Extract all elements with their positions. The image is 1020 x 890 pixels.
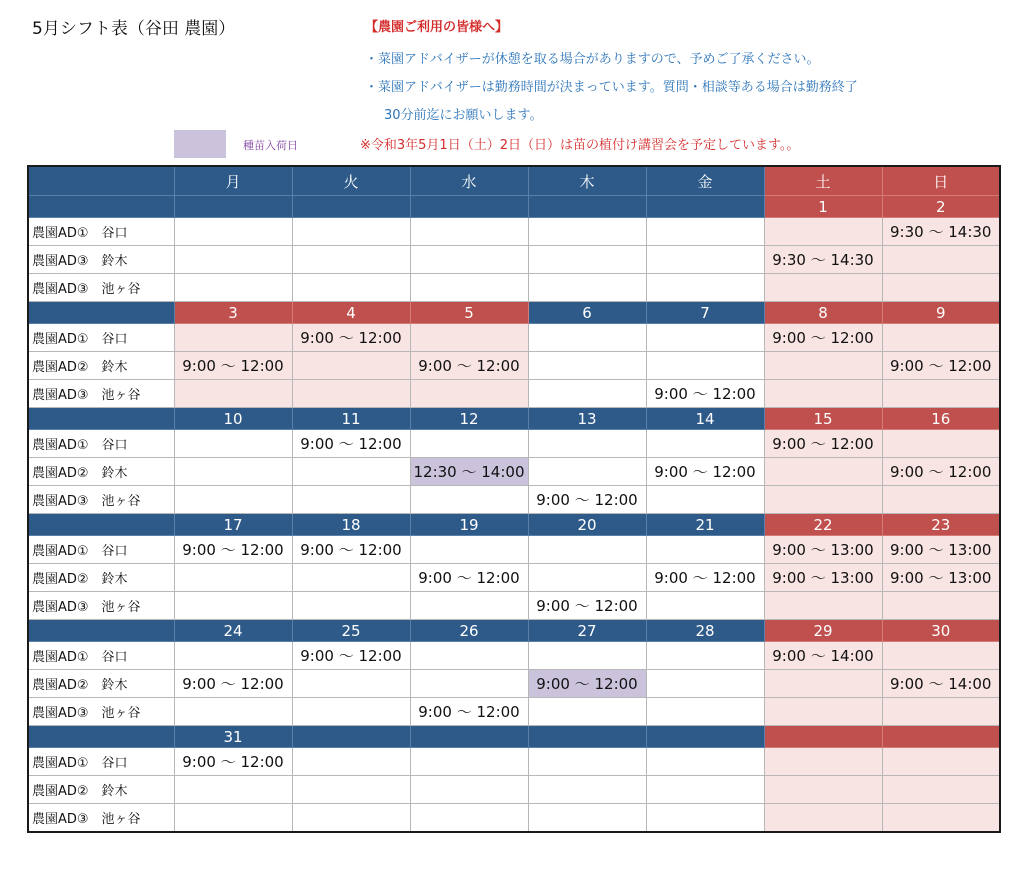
shift-cell — [292, 748, 410, 776]
shift-cell — [292, 380, 410, 408]
shift-cell — [410, 218, 528, 246]
date-row-label — [28, 302, 174, 324]
shift-cell — [292, 274, 410, 302]
shift-cell — [174, 698, 292, 726]
shift-cell — [764, 592, 882, 620]
shift-cell: 9:00 ～ 12:00 — [646, 380, 764, 408]
staff-row — [28, 642, 1000, 670]
shift-cell: 9:00 ～ 12:00 — [292, 642, 410, 670]
date-row-label — [28, 620, 174, 642]
date-row-label — [28, 196, 174, 218]
shift-cell: 9:00 ～ 12:00 — [764, 324, 882, 352]
weekday-header: 日 — [882, 166, 1000, 196]
shift-cell — [410, 324, 528, 352]
shift-cell — [764, 352, 882, 380]
legend-swatch — [174, 130, 226, 158]
staff-row — [28, 380, 1000, 408]
shift-cell — [646, 324, 764, 352]
shift-table — [27, 165, 1001, 833]
page-title: 5月シフト表（谷田 農園） — [32, 19, 236, 39]
staff-name: 農園AD③ 鈴木 — [28, 246, 174, 274]
staff-row — [28, 274, 1000, 302]
weekday-header: 木 — [528, 166, 646, 196]
date-row — [28, 726, 1000, 748]
shift-cell — [882, 642, 1000, 670]
shift-cell: 9:00 ～ 12:00 — [882, 352, 1000, 380]
staff-row — [28, 592, 1000, 620]
date-cell — [410, 196, 528, 218]
date-cell — [528, 196, 646, 218]
shift-cell — [882, 430, 1000, 458]
date-cell — [174, 196, 292, 218]
date-cell: 25 — [292, 620, 410, 642]
shift-cell: 9:00 ～ 14:00 — [882, 670, 1000, 698]
shift-cell: 9:00 ～ 12:00 — [410, 352, 528, 380]
shift-cell: 9:00 ～ 12:00 — [410, 564, 528, 592]
date-cell — [882, 726, 1000, 748]
shift-cell — [528, 352, 646, 380]
staff-row — [28, 218, 1000, 246]
shift-cell — [882, 698, 1000, 726]
shift-cell: 9:00 ～ 12:00 — [292, 536, 410, 564]
legend-label: 種苗入荷日 — [243, 139, 298, 152]
shift-cell: 9:00 ～ 12:00 — [410, 698, 528, 726]
weekday-header: 火 — [292, 166, 410, 196]
shift-cell — [764, 670, 882, 698]
shift-cell — [646, 670, 764, 698]
shift-cell — [764, 380, 882, 408]
date-cell — [410, 726, 528, 748]
shift-cell — [528, 698, 646, 726]
shift-cell — [882, 592, 1000, 620]
shift-cell — [528, 246, 646, 274]
shift-cell — [528, 564, 646, 592]
staff-name: 農園AD③ 池ヶ谷 — [28, 486, 174, 514]
event-notice: ※令和3年5月1日（土）2日（日）は苗の植付け講習会を予定しています。。 — [360, 138, 800, 153]
shift-cell — [292, 698, 410, 726]
date-cell: 15 — [764, 408, 882, 430]
shift-cell — [410, 486, 528, 514]
shift-cell — [292, 564, 410, 592]
shift-cell — [174, 274, 292, 302]
shift-cell — [882, 324, 1000, 352]
date-cell: 14 — [646, 408, 764, 430]
shift-cell: 9:00 ～ 12:00 — [174, 352, 292, 380]
shift-cell — [292, 458, 410, 486]
shift-cell — [528, 458, 646, 486]
shift-cell — [174, 324, 292, 352]
shift-cell — [292, 670, 410, 698]
shift-cell — [528, 748, 646, 776]
shift-cell — [410, 380, 528, 408]
staff-name: 農園AD① 谷口 — [28, 324, 174, 352]
shift-cell: 9:00 ～ 12:00 — [174, 748, 292, 776]
shift-cell: 9:00 ～ 12:00 — [174, 536, 292, 564]
shift-cell — [528, 536, 646, 564]
staff-name: 農園AD① 谷口 — [28, 642, 174, 670]
staff-name: 農園AD① 谷口 — [28, 536, 174, 564]
staff-row — [28, 698, 1000, 726]
date-cell: 31 — [174, 726, 292, 748]
shift-cell — [410, 592, 528, 620]
shift-cell: 12:30 ～ 14:00 — [410, 458, 528, 486]
date-cell: 17 — [174, 514, 292, 536]
date-cell: 3 — [174, 302, 292, 324]
staff-name: 農園AD③ 池ヶ谷 — [28, 804, 174, 833]
shift-cell — [646, 352, 764, 380]
weekday-header: 水 — [410, 166, 528, 196]
date-cell: 8 — [764, 302, 882, 324]
shift-cell — [764, 776, 882, 804]
shift-cell — [174, 776, 292, 804]
date-cell: 22 — [764, 514, 882, 536]
header-corner — [28, 166, 174, 196]
date-cell: 30 — [882, 620, 1000, 642]
shift-cell — [764, 804, 882, 833]
shift-cell: 9:00 ～ 13:00 — [882, 564, 1000, 592]
staff-row — [28, 564, 1000, 592]
date-cell: 29 — [764, 620, 882, 642]
shift-cell: 9:00 ～ 12:00 — [174, 670, 292, 698]
staff-row — [28, 804, 1000, 833]
weekday-header: 金 — [646, 166, 764, 196]
shift-cell — [292, 486, 410, 514]
date-cell: 4 — [292, 302, 410, 324]
shift-cell — [410, 536, 528, 564]
date-cell — [292, 196, 410, 218]
staff-name: 農園AD② 鈴木 — [28, 458, 174, 486]
shift-cell — [292, 776, 410, 804]
shift-cell: 9:00 ～ 12:00 — [646, 564, 764, 592]
shift-cell — [410, 246, 528, 274]
weekday-header: 月 — [174, 166, 292, 196]
shift-cell: 9:00 ～ 12:00 — [764, 430, 882, 458]
shift-cell: 9:00 ～ 12:00 — [882, 458, 1000, 486]
date-row — [28, 408, 1000, 430]
staff-name: 農園AD② 鈴木 — [28, 352, 174, 380]
shift-cell: 9:00 ～ 12:00 — [646, 458, 764, 486]
shift-cell — [528, 324, 646, 352]
date-cell — [292, 726, 410, 748]
staff-row — [28, 748, 1000, 776]
shift-cell — [646, 536, 764, 564]
shift-cell — [410, 776, 528, 804]
shift-cell — [646, 698, 764, 726]
date-cell — [646, 196, 764, 218]
staff-row — [28, 246, 1000, 274]
shift-cell — [410, 748, 528, 776]
shift-cell — [292, 804, 410, 833]
shift-cell: 9:30 ～ 14:30 — [764, 246, 882, 274]
shift-cell — [646, 776, 764, 804]
date-row — [28, 302, 1000, 324]
staff-row — [28, 670, 1000, 698]
shift-cell — [882, 804, 1000, 833]
shift-cell — [174, 592, 292, 620]
shift-cell — [410, 274, 528, 302]
notice-heading: 【農園ご利用の皆様へ】 — [365, 20, 509, 35]
shift-cell — [646, 246, 764, 274]
date-cell: 10 — [174, 408, 292, 430]
shift-cell — [410, 642, 528, 670]
staff-name: 農園AD① 谷口 — [28, 748, 174, 776]
staff-name: 農園AD① 谷口 — [28, 218, 174, 246]
shift-cell — [646, 218, 764, 246]
staff-row — [28, 536, 1000, 564]
date-cell: 18 — [292, 514, 410, 536]
shift-cell — [292, 352, 410, 380]
shift-cell — [764, 274, 882, 302]
notice-line-1: ・菜園アドバイザーが休憩を取る場合がありますので、予めご了承ください。 — [365, 52, 820, 67]
shift-cell: 9:00 ～ 14:00 — [764, 642, 882, 670]
shift-cell: 9:00 ～ 12:00 — [292, 430, 410, 458]
notice-line-3: 30分前迄にお願いします。 — [384, 108, 543, 123]
date-row — [28, 514, 1000, 536]
staff-name: 農園AD② 鈴木 — [28, 564, 174, 592]
notice-line-2: ・菜園アドバイザーは勤務時間が決まっています。質問・相談等ある場合は勤務終了 — [365, 80, 858, 95]
shift-cell: 9:00 ～ 13:00 — [882, 536, 1000, 564]
date-cell: 7 — [646, 302, 764, 324]
date-cell: 26 — [410, 620, 528, 642]
shift-cell — [410, 804, 528, 833]
date-cell: 9 — [882, 302, 1000, 324]
date-cell: 20 — [528, 514, 646, 536]
shift-cell — [292, 218, 410, 246]
date-cell: 5 — [410, 302, 528, 324]
shift-cell — [764, 458, 882, 486]
shift-cell — [528, 642, 646, 670]
shift-cell: 9:00 ～ 12:00 — [528, 670, 646, 698]
shift-cell — [646, 430, 764, 458]
shift-cell — [174, 380, 292, 408]
shift-cell — [174, 218, 292, 246]
shift-cell — [882, 486, 1000, 514]
date-cell: 11 — [292, 408, 410, 430]
date-cell: 23 — [882, 514, 1000, 536]
date-row — [28, 196, 1000, 218]
date-row-label — [28, 408, 174, 430]
date-cell: 13 — [528, 408, 646, 430]
shift-cell: 9:00 ～ 12:00 — [528, 486, 646, 514]
shift-cell — [410, 430, 528, 458]
shift-cell — [764, 218, 882, 246]
shift-cell — [646, 592, 764, 620]
shift-cell — [882, 776, 1000, 804]
shift-cell — [646, 748, 764, 776]
shift-cell: 9:00 ～ 12:00 — [292, 324, 410, 352]
staff-name: 農園AD③ 池ヶ谷 — [28, 592, 174, 620]
staff-name: 農園AD① 谷口 — [28, 430, 174, 458]
shift-cell: 9:00 ～ 12:00 — [528, 592, 646, 620]
shift-cell — [174, 804, 292, 833]
shift-cell — [528, 218, 646, 246]
date-row — [28, 620, 1000, 642]
shift-cell — [528, 430, 646, 458]
shift-cell — [292, 592, 410, 620]
shift-cell: 9:00 ～ 13:00 — [764, 536, 882, 564]
staff-row — [28, 324, 1000, 352]
weekday-header: 土 — [764, 166, 882, 196]
staff-name: 農園AD③ 池ヶ谷 — [28, 698, 174, 726]
date-cell — [764, 726, 882, 748]
shift-cell — [528, 776, 646, 804]
date-cell: 16 — [882, 408, 1000, 430]
date-row-label — [28, 514, 174, 536]
date-cell: 19 — [410, 514, 528, 536]
date-cell: 21 — [646, 514, 764, 536]
date-cell: 12 — [410, 408, 528, 430]
date-row-label — [28, 726, 174, 748]
date-cell — [528, 726, 646, 748]
shift-cell — [882, 274, 1000, 302]
shift-cell — [764, 698, 882, 726]
date-cell: 28 — [646, 620, 764, 642]
shift-cell — [646, 274, 764, 302]
staff-name: 農園AD② 鈴木 — [28, 776, 174, 804]
shift-cell — [528, 380, 646, 408]
shift-cell — [174, 642, 292, 670]
shift-cell — [646, 486, 764, 514]
shift-cell — [882, 380, 1000, 408]
staff-row — [28, 352, 1000, 380]
shift-cell — [764, 486, 882, 514]
staff-name: 農園AD③ 池ヶ谷 — [28, 274, 174, 302]
date-cell: 27 — [528, 620, 646, 642]
weekday-header-row — [28, 166, 1000, 196]
shift-cell — [410, 670, 528, 698]
shift-cell — [174, 246, 292, 274]
shift-cell — [174, 486, 292, 514]
staff-row — [28, 776, 1000, 804]
shift-cell — [292, 246, 410, 274]
shift-cell — [764, 748, 882, 776]
shift-cell — [646, 642, 764, 670]
staff-row — [28, 430, 1000, 458]
staff-row — [28, 458, 1000, 486]
date-cell: 6 — [528, 302, 646, 324]
date-cell: 24 — [174, 620, 292, 642]
shift-cell — [174, 564, 292, 592]
shift-cell — [528, 274, 646, 302]
date-cell: 2 — [882, 196, 1000, 218]
staff-name: 農園AD② 鈴木 — [28, 670, 174, 698]
shift-cell — [174, 458, 292, 486]
shift-cell — [882, 246, 1000, 274]
shift-cell: 9:00 ～ 13:00 — [764, 564, 882, 592]
shift-cell — [646, 804, 764, 833]
date-cell — [646, 726, 764, 748]
shift-cell — [528, 804, 646, 833]
shift-cell: 9:30 ～ 14:30 — [882, 218, 1000, 246]
staff-row — [28, 486, 1000, 514]
date-cell: 1 — [764, 196, 882, 218]
shift-cell — [882, 748, 1000, 776]
staff-name: 農園AD③ 池ヶ谷 — [28, 380, 174, 408]
shift-cell — [174, 430, 292, 458]
